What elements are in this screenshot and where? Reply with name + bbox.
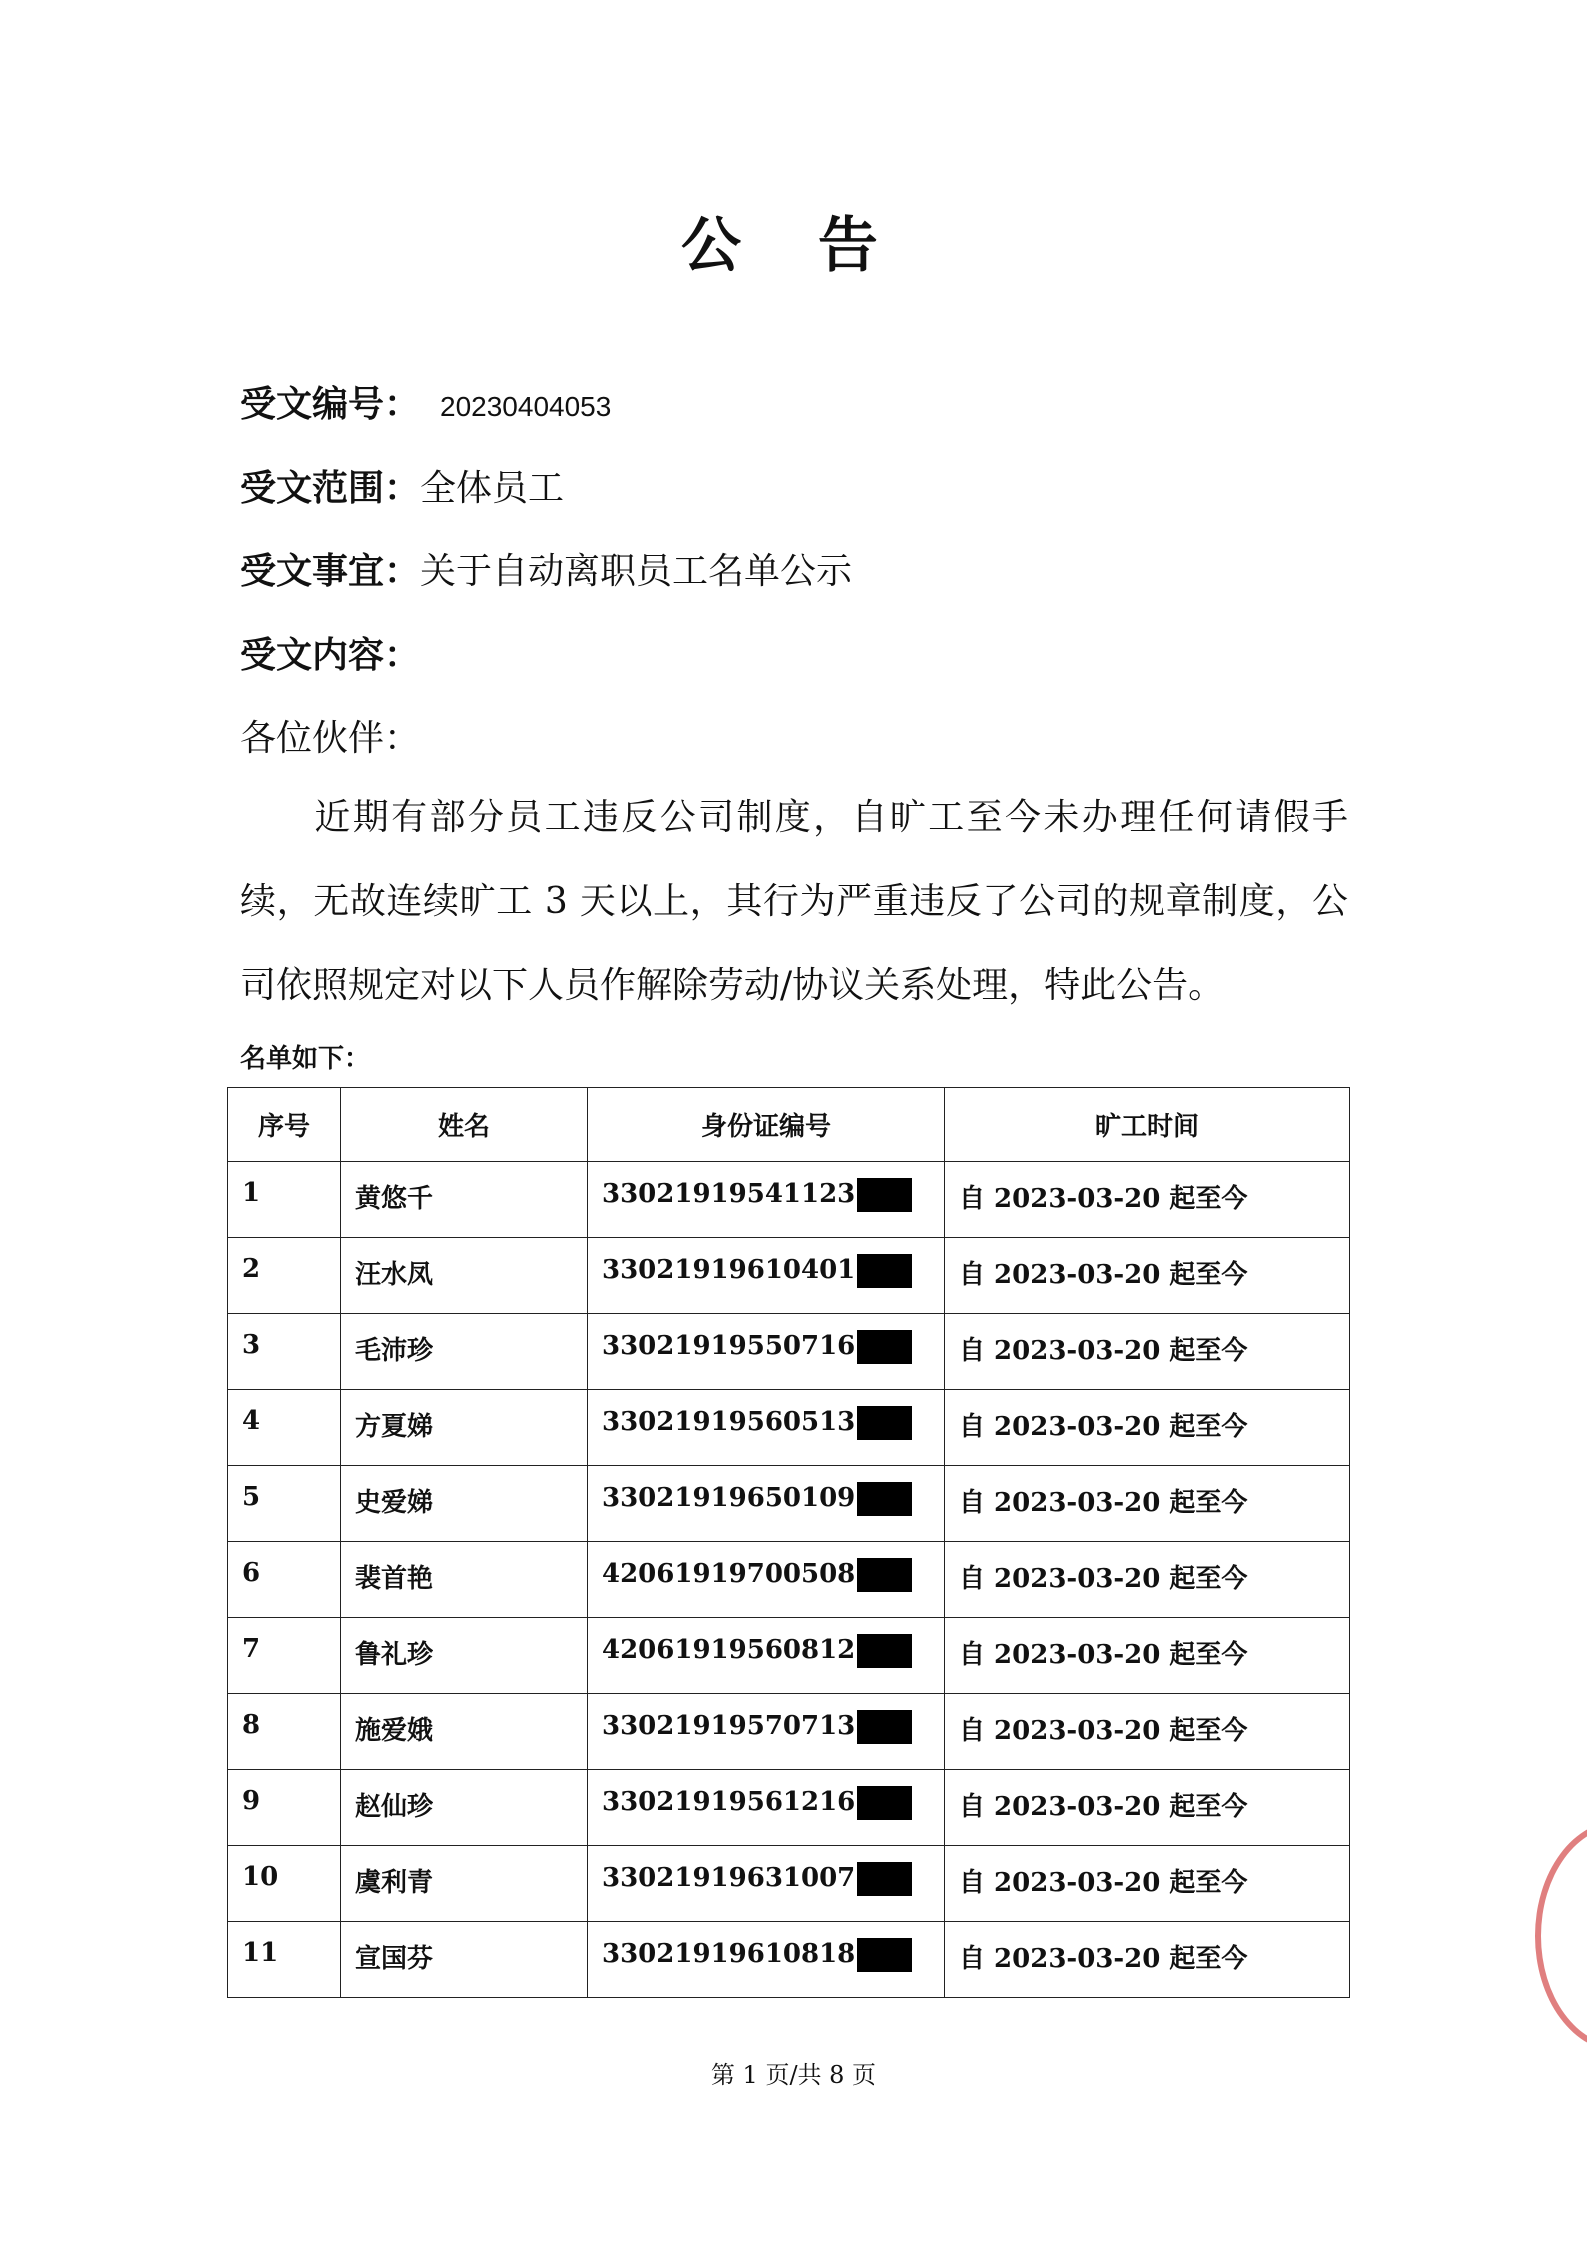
redaction-block — [857, 1710, 912, 1744]
id-number: 33021919570713 — [602, 1711, 856, 1741]
cell-id — [588, 1162, 945, 1238]
greeting: 各位伙伴： — [240, 718, 421, 759]
id-number: 33021919650109 — [602, 1483, 856, 1513]
cell-name: 宣国芬 — [341, 1922, 588, 1998]
cell-id — [588, 1922, 945, 1998]
cell-no: 7 — [228, 1618, 341, 1694]
scope-value: 全体员工 — [420, 468, 565, 509]
redaction-block — [857, 1862, 912, 1896]
id-number: 33021919541123 — [602, 1179, 856, 1209]
table-row — [228, 1466, 1350, 1542]
redaction-block — [857, 1330, 912, 1364]
cell-time: 自 2023-03-20 起至今 — [945, 1162, 1350, 1238]
table-row — [228, 1542, 1350, 1618]
matter-label: 受文事宜： — [240, 550, 421, 592]
redaction-block — [857, 1558, 912, 1592]
page-footer: 第 1 页/共 8 页 — [710, 2061, 877, 2089]
scope-field — [240, 460, 564, 511]
cell-no: 8 — [228, 1694, 341, 1770]
list-title: 名单如下： — [240, 1044, 371, 1074]
cell-no: 2 — [228, 1238, 341, 1314]
cell-name: 裴首艳 — [341, 1542, 588, 1618]
table-row — [228, 1238, 1350, 1314]
id-number: 33021919561216 — [602, 1787, 856, 1817]
document-title: 公 告 — [681, 211, 906, 281]
cell-name: 史爱娣 — [341, 1466, 588, 1542]
cell-id — [588, 1314, 945, 1390]
notice-paragraph — [240, 776, 1348, 1028]
dismissal-table — [227, 1087, 1350, 1998]
header-id: 身份证编号 — [588, 1088, 945, 1162]
table-row — [228, 1618, 1350, 1694]
cell-time: 自 2023-03-20 起至今 — [945, 1238, 1350, 1314]
table-header-row — [228, 1088, 1350, 1162]
cell-id — [588, 1694, 945, 1770]
table-row — [228, 1846, 1350, 1922]
redaction-block — [857, 1786, 912, 1820]
redaction-block — [857, 1406, 912, 1440]
doc-number-value: 20230404053 — [440, 391, 612, 422]
id-number: 33021919610818 — [602, 1939, 856, 1969]
redaction-block — [857, 1938, 912, 1972]
cell-id — [588, 1542, 945, 1618]
cell-name: 方夏娣 — [341, 1390, 588, 1466]
cell-time: 自 2023-03-20 起至今 — [945, 1846, 1350, 1922]
cell-time: 自 2023-03-20 起至今 — [945, 1694, 1350, 1770]
cell-time: 自 2023-03-20 起至今 — [945, 1466, 1350, 1542]
cell-no: 4 — [228, 1390, 341, 1466]
matter-field — [240, 543, 852, 594]
header-name: 姓名 — [341, 1088, 588, 1162]
redaction-block — [857, 1482, 912, 1516]
cell-id — [588, 1770, 945, 1846]
cell-id — [588, 1390, 945, 1466]
cell-time: 自 2023-03-20 起至今 — [945, 1922, 1350, 1998]
header-absence-time: 旷工时间 — [945, 1088, 1350, 1162]
cell-no: 1 — [228, 1162, 341, 1238]
cell-no: 3 — [228, 1314, 341, 1390]
cell-name: 施爱娥 — [341, 1694, 588, 1770]
cell-name: 黄悠千 — [341, 1162, 588, 1238]
id-number: 42061919700508 — [602, 1559, 856, 1589]
cell-no: 11 — [228, 1922, 341, 1998]
cell-id — [588, 1238, 945, 1314]
cell-no: 10 — [228, 1846, 341, 1922]
cell-time: 自 2023-03-20 起至今 — [945, 1542, 1350, 1618]
doc-number-field — [240, 376, 611, 427]
table-row — [228, 1922, 1350, 1998]
table-row — [228, 1770, 1350, 1846]
header-no: 序号 — [228, 1088, 341, 1162]
id-number: 33021919560513 — [602, 1407, 856, 1437]
id-number: 33021919550716 — [602, 1331, 856, 1361]
matter-value: 关于自动离职员工名单公示 — [420, 551, 853, 592]
cell-id — [588, 1618, 945, 1694]
table-row — [228, 1694, 1350, 1770]
scope-label: 受文范围： — [240, 467, 421, 509]
table-row — [228, 1162, 1350, 1238]
notice-paragraph-text: 近期有部分员工违反公司制度，自旷工至今未办理任何请假手续，无故连续旷工 3 天以上，其行为严重违反了公司的规章制度，公司依照规定对以下人员作解除劳动/协议关系处理，特此公告。 — [240, 797, 1348, 1006]
cell-name: 赵仙珍 — [341, 1770, 588, 1846]
cell-name: 汪水凤 — [341, 1238, 588, 1314]
cell-time: 自 2023-03-20 起至今 — [945, 1618, 1350, 1694]
cell-no: 5 — [228, 1466, 341, 1542]
company-seal-stamp — [1535, 1820, 1587, 2052]
cell-time: 自 2023-03-20 起至今 — [945, 1314, 1350, 1390]
redaction-block — [857, 1634, 912, 1668]
content-field — [240, 627, 420, 678]
cell-time: 自 2023-03-20 起至今 — [945, 1390, 1350, 1466]
redaction-block — [857, 1178, 912, 1212]
id-number: 33021919610401 — [602, 1255, 856, 1285]
cell-name: 鲁礼珍 — [341, 1618, 588, 1694]
table-row — [228, 1390, 1350, 1466]
cell-name: 虞利青 — [341, 1846, 588, 1922]
cell-time: 自 2023-03-20 起至今 — [945, 1770, 1350, 1846]
cell-id — [588, 1846, 945, 1922]
id-number: 33021919631007 — [602, 1863, 856, 1893]
cell-no: 9 — [228, 1770, 341, 1846]
cell-name: 毛沛珍 — [341, 1314, 588, 1390]
redaction-block — [857, 1254, 912, 1288]
content-label: 受文内容： — [240, 634, 421, 676]
cell-id — [588, 1466, 945, 1542]
id-number: 42061919560812 — [602, 1635, 856, 1665]
table-row — [228, 1314, 1350, 1390]
doc-number-label: 受文编号： — [240, 383, 421, 425]
cell-no: 6 — [228, 1542, 341, 1618]
